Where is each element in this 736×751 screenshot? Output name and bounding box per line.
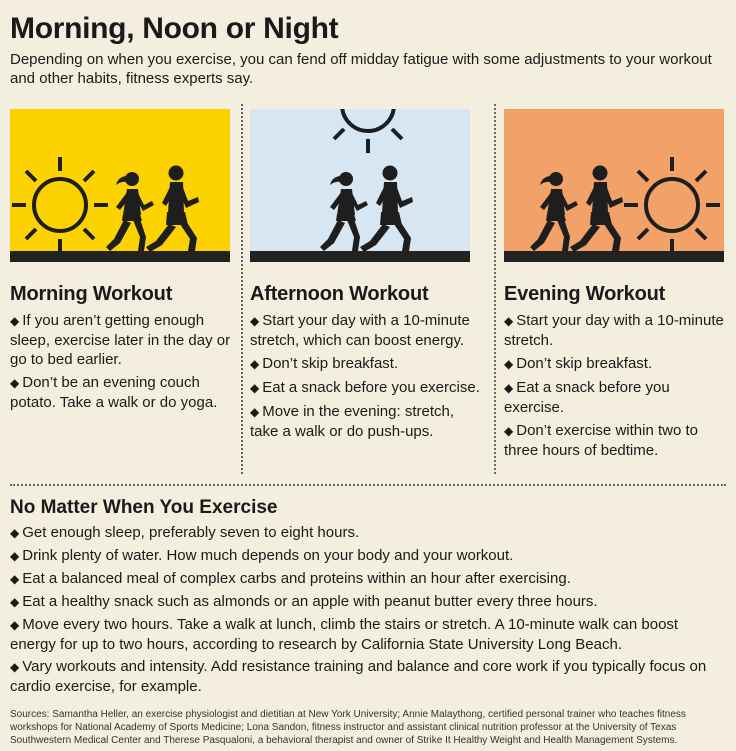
- general-tips-heading: No Matter When You Exercise: [10, 497, 278, 518]
- diamond-icon: ◆: [250, 314, 260, 328]
- list-item: ◆ Eat a balanced meal of complex carbs and proteins within an hour after exercising.: [10, 570, 571, 587]
- afternoon-heading: Afternoon Workout: [250, 283, 429, 305]
- afternoon-illustration: [250, 109, 470, 262]
- diamond-icon: ◆: [10, 595, 20, 609]
- section-divider: [10, 484, 726, 486]
- diamond-icon: ◆: [250, 381, 260, 395]
- evening-column: [504, 283, 726, 464]
- list-item: ◆ Drink plenty of water. How much depends on your body and your workout.: [10, 547, 514, 564]
- page-title: Morning, Noon or Night: [10, 12, 339, 45]
- diamond-icon: ◆: [250, 405, 260, 419]
- afternoon-bullets: [250, 311, 486, 441]
- list-item: ◆ Eat a snack before you exercise.: [250, 379, 480, 396]
- diamond-icon: ◆: [10, 572, 20, 586]
- list-item: ◆ If you aren’t getting enough sleep, exercise later in the day or go to bed earlier.: [10, 312, 231, 368]
- diamond-icon: ◆: [10, 549, 20, 563]
- diamond-icon: ◆: [10, 314, 20, 328]
- general-tips-section: [10, 497, 726, 699]
- list-item: ◆ Eat a healthy snack such as almonds or an apple with peanut butter every three hours.: [10, 593, 598, 610]
- sources-note: Sources: Samantha Heller, an exercise physiologist and dietitian at New York University; Annie Malaythong, certified personal trainer who teaches fitness workshops for National Academy of Sports Medicine; Lona Sandon, fitness instructor and assistant clinical nutrition professor at the University of Texas Southwestern Medical Center and Therese Pasqualoni, a behavioral therapist and owner of Strike It Healthy Weight and Health Management Systems.: [10, 709, 686, 746]
- list-item: ◆ Don’t be an evening couch potato. Take a walk or do yoga.: [10, 374, 218, 411]
- intro-text: Depending on when you exercise, you can fend off midday fatigue with some adjustments to your workout and other habits, fitness experts say.: [10, 51, 712, 87]
- afternoon-sky: [250, 109, 470, 262]
- diamond-icon: ◆: [504, 357, 514, 371]
- diamond-icon: ◆: [10, 376, 20, 390]
- column-divider: [241, 104, 243, 474]
- list-item: ◆ Move every two hours. Take a walk at lunch, climb the stairs or stretch. A 10-minute walk can boost energy for up to two hours, according to research by California State University Long Beach.: [10, 616, 679, 653]
- evening-heading: Evening Workout: [504, 283, 666, 305]
- list-item: ◆ Start your day with a 10-minute stretch.: [504, 312, 724, 349]
- evening-illustration: [504, 109, 724, 262]
- list-item: ◆ Get enough sleep, preferably seven to eight hours.: [10, 524, 360, 541]
- general-tips-bullets: [10, 523, 726, 696]
- ground: [504, 251, 724, 262]
- diamond-icon: ◆: [504, 424, 514, 438]
- list-item: ◆ Don’t skip breakfast.: [504, 355, 653, 372]
- morning-bullets: [10, 311, 236, 412]
- ground: [250, 251, 470, 262]
- list-item: ◆ Eat a snack before you exercise.: [504, 379, 670, 416]
- list-item: ◆ Vary workouts and intensity. Add resistance training and balance and core work if you typically focus on cardio exercise, for example.: [10, 658, 707, 695]
- morning-column: [10, 283, 236, 416]
- list-item: ◆ Don’t skip breakfast.: [250, 355, 399, 372]
- list-item: ◆ Move in the evening: stretch, take a walk or do push-ups.: [250, 403, 455, 440]
- diamond-icon: ◆: [250, 357, 260, 371]
- diamond-icon: ◆: [504, 381, 514, 395]
- list-item: ◆ Start your day with a 10-minute stretch, which can boost energy.: [250, 312, 470, 349]
- afternoon-column: [250, 283, 486, 445]
- column-divider: [494, 104, 496, 474]
- diamond-icon: ◆: [10, 526, 20, 540]
- diamond-icon: ◆: [504, 314, 514, 328]
- morning-illustration: [10, 109, 230, 262]
- ground: [10, 251, 230, 262]
- diamond-icon: ◆: [10, 618, 20, 632]
- evening-bullets: [504, 311, 726, 460]
- diamond-icon: ◆: [10, 660, 20, 674]
- list-item: ◆ Don’t exercise within two to three hours of bedtime.: [504, 422, 698, 459]
- morning-heading: Morning Workout: [10, 283, 173, 305]
